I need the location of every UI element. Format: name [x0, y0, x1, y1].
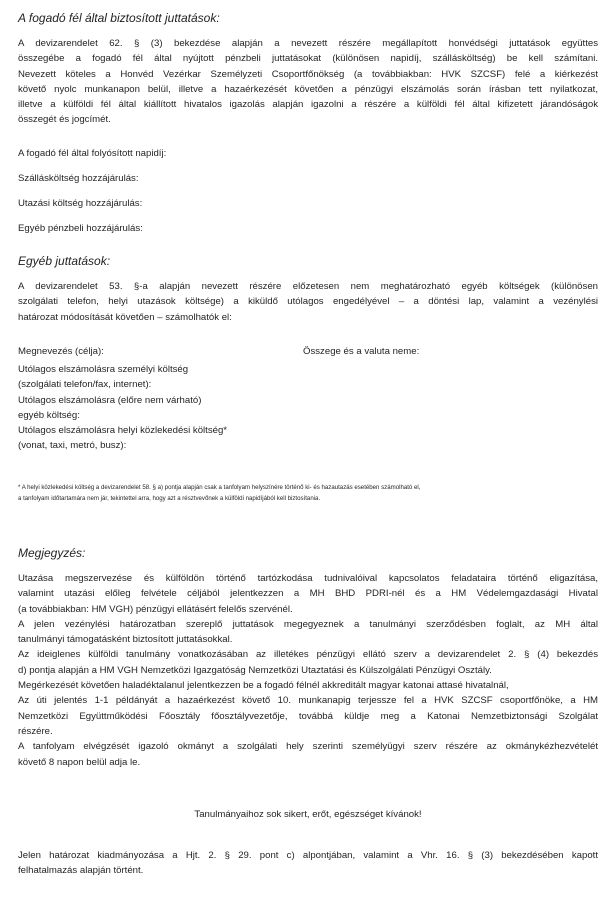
- paragraph-line: felhatalmazás alapján történt.: [18, 865, 144, 877]
- paragraph-line: Jelen határozat kiadmányozása a Hjt. 2. § 29. pont c) alpontjában, valamint a Vhr. 16. § (3) bekezdésében kapott: [18, 850, 598, 861]
- paragraph-line: A jelen vezénylési határozatban szereplő juttatások megegyeznek a tanulmányi szerződésben foglalt, az MH által: [18, 618, 598, 630]
- paragraph-line: összegét és jogcímét.: [18, 114, 111, 126]
- paragraph-line: szolgálati telefon, helyi utazások költsége) a kiküldő utólagos engedélyével – a döntési lap, valamint a vezénylési: [18, 296, 598, 308]
- szallaskoltseg-label: Szállásköltség hozzájárulás:: [18, 173, 139, 184]
- paragraph-egyeb-juttatasok: [18, 279, 598, 325]
- paragraph-megjegyzes: [18, 571, 598, 770]
- paragraph-line: összegébe a fogadó fél által nyújtott pénzbeli juttatásokat (különösen napidíj, szállásköltség) be kell számítani.: [18, 53, 598, 65]
- paragraph-line: illetve a külföldi fél által kiállított hivatalos igazolás alapján igazolni a részére a külföldi fél által kifizetett járandóságok: [18, 99, 598, 111]
- list-item: (vonat, taxi, metró, busz):: [18, 440, 127, 452]
- paragraph-line: A devizarendelet 62. § (3) bekezdése alapján a nevezett részére megállapított honvédségi juttatások együttes: [18, 38, 598, 49]
- section-heading-egyeb-juttatasok: Egyéb juttatások:: [18, 254, 111, 268]
- osszege-header: Összege és a valuta neme:: [303, 346, 420, 357]
- closing-wishes: Tanulmányaihoz sok sikert, erőt, egészséget kívánok!: [194, 809, 422, 820]
- paragraph-line: Megérkezését követően haladéktalanul jelentkezzen be a fogadó félnél akkreditált magyar katonai attasé hivatalnál,: [18, 680, 509, 692]
- list-item: Utólagos elszámolásra (előre nem várható): [18, 394, 202, 406]
- section-heading-fogado-fel: A fogadó fél által biztosított juttatások:: [18, 11, 220, 25]
- utazasi-koltseg-label: Utazási költség hozzájárulás:: [18, 198, 143, 209]
- cost-items-list: [18, 362, 598, 454]
- footnote-line: * A helyi közlekedési költség a devizarendelet 58. § a) pontja alapján csak a tanfolyam helyszínére történő ki- és hazautazás esetében számolható el,: [18, 484, 421, 491]
- footnote-line: a tanfolyam időtartamára nem jár, tekintettel arra, hogy azt a résztvevőnek a külföldi napidíjából kell biztosítania.: [18, 495, 321, 502]
- megnevezes-header: Megnevezés (célja):: [18, 346, 104, 357]
- paragraph-line: (a továbbiakban: HM VGH) pénzügyi ellátásért felelős szervénél.: [18, 603, 293, 615]
- paragraph-line: Nemzetközi Együttműködési Főosztály főosztályvezetője, továbbá küldje meg a Katonai Nemzetbiztonsági Szolgálat: [18, 710, 598, 722]
- section-heading-megjegyzes: Megjegyzés:: [18, 546, 86, 560]
- list-item: Utólagos elszámolásra személyi költség: [18, 364, 189, 375]
- paragraph-line: határozat módosítását követően – számolhatók el:: [18, 311, 232, 323]
- paragraph-line: A devizarendelet 53. §-a alapján nevezett részére előzetesen nem meghatározható egyéb költségek (különösen: [18, 281, 598, 292]
- paragraph-kiadmanyozas: [18, 848, 598, 879]
- paragraph-line: Az úti jelentés 1-1 példányát a hazaérkezést követő 10. munkanapig terjessze fel a HVK SZCSF csoportfőnöke, a HM: [18, 695, 598, 707]
- paragraph-line: követő nyolc munkanapon belül, illetve a hazaérkezését követően a pénzügyi elszámolás során írásban tett nyilatkozat,: [18, 83, 598, 95]
- paragraph-line: Nevezett köteles a Honvéd Vezérkar Személyzeti Csoportfőnökség (a továbbiakban: HVK SZCSF) felé a kiérkezést: [18, 68, 598, 80]
- list-item: Utólagos elszámolásra helyi közlekedési költség*: [18, 425, 228, 437]
- paragraph-line: tanulmányi támogatásként biztosított juttatásokkal.: [18, 634, 233, 646]
- footnote: [18, 482, 598, 504]
- egyeb-hozzajarulas-label: Egyéb pénzbeli hozzájárulás:: [18, 223, 143, 234]
- paragraph-fogado-fel: [18, 36, 598, 128]
- paragraph-line: d) pontja alapján a HM VGH Nemzetközi Igazgatóság Nemzetközi Utaztatási és Külszolgálati Pénzügyi Osztály.: [18, 664, 492, 676]
- paragraph-line: Utazása megszervezése és külföldön történő tartózkodása tudnivalóival kapcsolatos feladataira történő eligazítása,: [18, 573, 598, 584]
- list-item: egyéb költség:: [18, 409, 80, 421]
- napidij-label: A fogadó fél által folyósított napidíj:: [18, 148, 167, 159]
- paragraph-line: részére.: [18, 725, 53, 737]
- paragraph-line: valamint utazási előleg felvétele céljából jelentkezzen a MH BHD PDRI-nél és a HM Védelemgazdasági Hivatal: [18, 588, 598, 600]
- paragraph-line: követő 8 napon belül adja le.: [18, 756, 141, 768]
- paragraph-line: Az ideiglenes külföldi tanulmány vonatkozásában az illetékes pénzügyi ellátó szerv a devizarendelet 2. § (4) bekezdés: [18, 649, 598, 661]
- list-item: (szolgálati telefon/fax, internet):: [18, 379, 152, 391]
- paragraph-line: A tanfolyam elvégzését igazoló okmányt a szolgálati hely szerinti személyügyi szerv részére az okmánykézhezvételét: [18, 741, 598, 753]
